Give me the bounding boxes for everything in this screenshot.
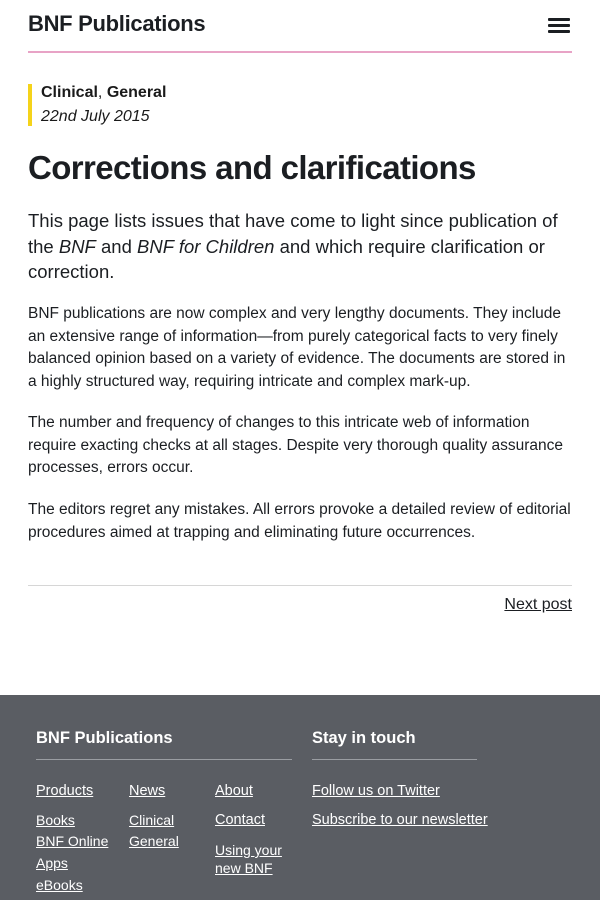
article-paragraph-2: The number and frequency of changes to this intricate web of information require exacting checks at all stages. Despite very thorough quality assurance processes, errors occur. [28, 414, 564, 476]
next-post-link[interactable]: Next post [504, 596, 572, 613]
intro-em-bnfc: BNF for Children [137, 235, 275, 257]
footer-news-link[interactable]: News [129, 783, 166, 799]
intro-text-3: and which require clarification or correction. [28, 235, 545, 282]
article-paragraph-3: The editors regret any mistakes. All errors provoke a detailed review of editorial procedures aimed at trapping and eliminating future occurrences. [28, 501, 571, 541]
footer-using-bnf-link-line1[interactable]: Using your [215, 842, 282, 858]
intro-em-bnf: BNF [58, 235, 96, 257]
footer-brand-heading: BNF Publications [36, 729, 173, 747]
article-paragraph-1: BNF publications are now complex and very lengthy documents. They include an extensive range of information—from purely categorical facts to very finely balanced opinion based on a variety of evidence. The documents are stored in a highly structured way, requiring intricate and complex mark-up. [28, 305, 566, 390]
footer-contact-rule [312, 759, 477, 760]
footer-brand-rule [36, 759, 292, 760]
footer-contact-link[interactable]: Contact [215, 812, 265, 828]
category-clinical[interactable]: Clinical [41, 84, 98, 101]
site-header [28, 0, 572, 53]
post-categories [41, 84, 166, 102]
footer-news-general-link[interactable]: General [129, 833, 179, 849]
footer-bnf-online-link[interactable]: BNF Online [36, 833, 109, 849]
hamburger-menu-icon[interactable] [548, 18, 570, 34]
menu-bar-bottom [548, 30, 570, 33]
page-title: Corrections and clarifications [28, 149, 476, 186]
post-date: 22nd July 2015 [41, 108, 150, 125]
site-footer [0, 695, 600, 900]
footer-twitter-link[interactable]: Follow us on Twitter [312, 783, 440, 799]
footer-books-link[interactable]: Books [36, 812, 75, 828]
post-meta [28, 84, 166, 126]
footer-about-link[interactable]: About [215, 783, 253, 799]
intro-text-1: This page lists issues that have come to light since publication of the [28, 210, 558, 257]
footer-newsletter-link[interactable]: Subscribe to our newsletter [312, 812, 488, 828]
site-title-link[interactable]: BNF Publications [28, 11, 206, 36]
footer-news-clinical-link[interactable]: Clinical [129, 812, 175, 828]
post-nav-divider [28, 585, 572, 586]
article-intro [28, 208, 572, 285]
footer-using-bnf-link-line2[interactable]: new BNF [215, 860, 273, 876]
menu-bar-middle [548, 24, 570, 27]
footer-ebooks-link[interactable]: eBooks [36, 877, 83, 893]
footer-apps-link[interactable]: Apps [36, 855, 68, 871]
category-general[interactable]: General [106, 84, 167, 101]
footer-contact-heading: Stay in touch [312, 729, 416, 747]
footer-products-link[interactable]: Products [36, 783, 94, 799]
category-separator: , [97, 84, 103, 101]
intro-text-2: and [95, 235, 138, 257]
menu-bar-top [548, 18, 570, 21]
